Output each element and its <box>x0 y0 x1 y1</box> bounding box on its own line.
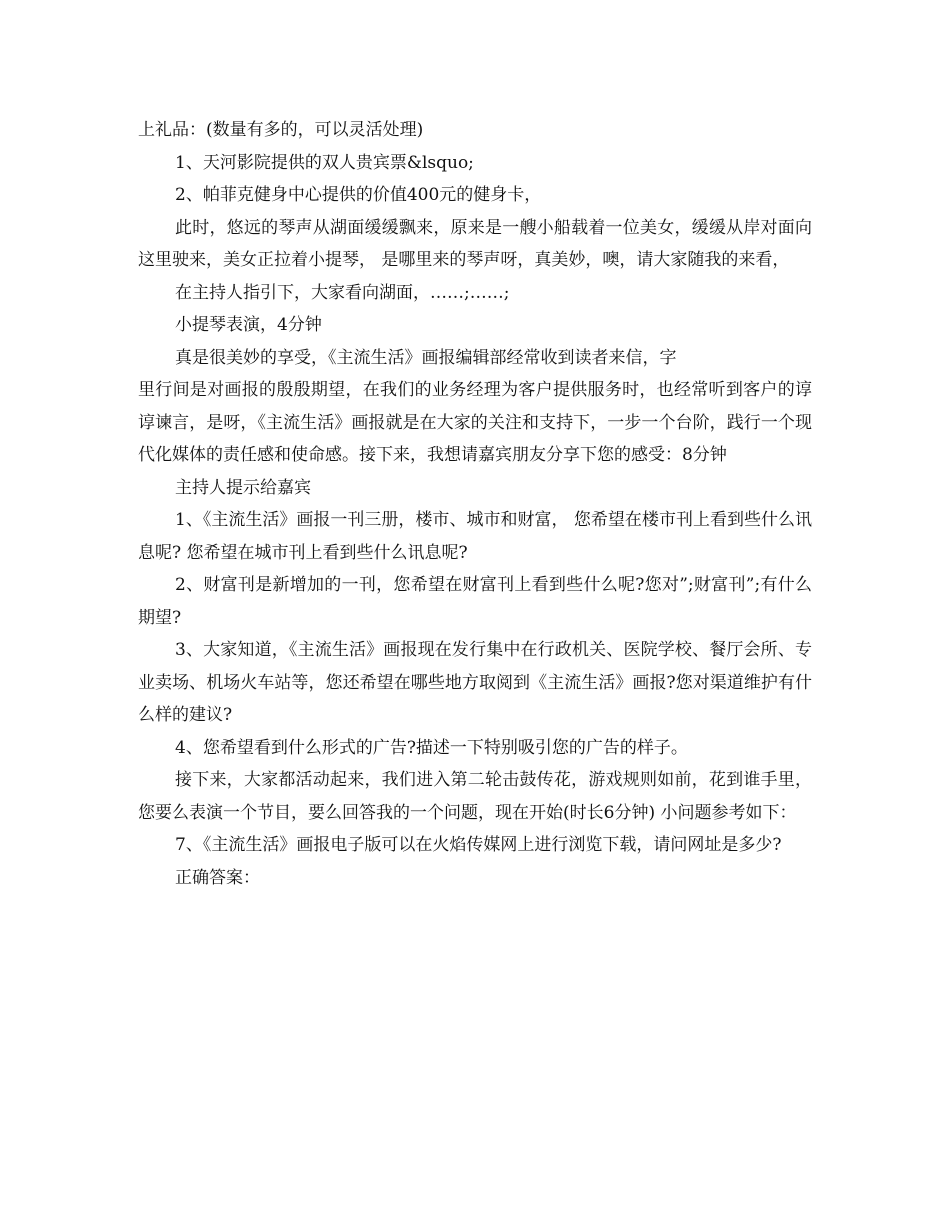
paragraph-host-guidance: 在主持人指引下，大家看向湖面，……;……; <box>175 282 510 303</box>
paragraph-gift-1: 1、天河影院提供的双人贵宾票&lsquo; <box>175 152 474 173</box>
paragraph-question-3: 3、大家知道，《主流生活》画报现在发行集中在行政机关、医院学校、餐厅会所、专业卖场、机场火车站等，您还希望在哪些地方取阅到《主流生活》画报?您对渠道维护有什么样的建议? <box>138 640 812 725</box>
paragraph-host-prompts: 主持人提示给嘉宾 <box>175 477 311 498</box>
paragraph-correct-answer: 正确答案： <box>175 867 260 888</box>
paragraph-game-round-2: 接下来，大家都活动起来，我们进入第二轮击鼓传花，游戏规则如前，花到谁手里，您要么表演一个节目，要么回答我的一个问题，现在开始(时长6分钟) 小问题参考如下： <box>138 770 812 823</box>
paragraph-question-1: 1、《主流生活》画报一刊三册，楼市、城市和财富， 您希望在楼市刊上看到些什么讯息呢? 您希望在城市刊上看到些什么讯息呢? <box>138 510 812 563</box>
paragraph-expectations: 里行间是对画报的殷殷期望，在我们的业务经理为客户提供服务时，也经常听到客户的谆谆谏言，是呀，《主流生活》画报就是在大家的关注和支持下，一步一个台阶，践行一个现代化媒体的责任感和使命感。接下来，我想请嘉宾朋友分享下您的感受：8分钟 <box>138 380 812 465</box>
paragraph-question-2: 2、财富刊是新增加的一刊，您希望在财富刊上看到些什么呢?您对”;财富刊”;有什么期望? <box>138 575 812 628</box>
paragraph-reader-letters: 真是很美妙的享受，《主流生活》画报编辑部经常收到读者来信，字 <box>175 347 677 368</box>
paragraph-gifts-intro: 上礼品：(数量有多的，可以灵活处理) <box>138 120 424 140</box>
paragraph-violin-arrival: 此时，悠远的琴声从湖面缓缓飘来，原来是一艘小船载着一位美女，缓缓从岸对面向这里驶来，美女正拉着小提琴， 是哪里来的琴声呀，真美妙，噢，请大家随我的来看， <box>138 217 812 270</box>
document-body <box>138 114 812 894</box>
paragraph-gift-2: 2、帕菲克健身中心提供的价值400元的健身卡， <box>175 185 542 205</box>
paragraph-question-7: 7、《主流生活》画报电子版可以在火焰传媒网上进行浏览下载，请问网址是多少? <box>175 835 782 855</box>
paragraph-violin-performance: 小提琴表演，4分钟 <box>175 315 322 335</box>
paragraph-question-4: 4、您希望看到什么形式的广告?描述一下特别吸引您的广告的样子。 <box>175 737 688 758</box>
